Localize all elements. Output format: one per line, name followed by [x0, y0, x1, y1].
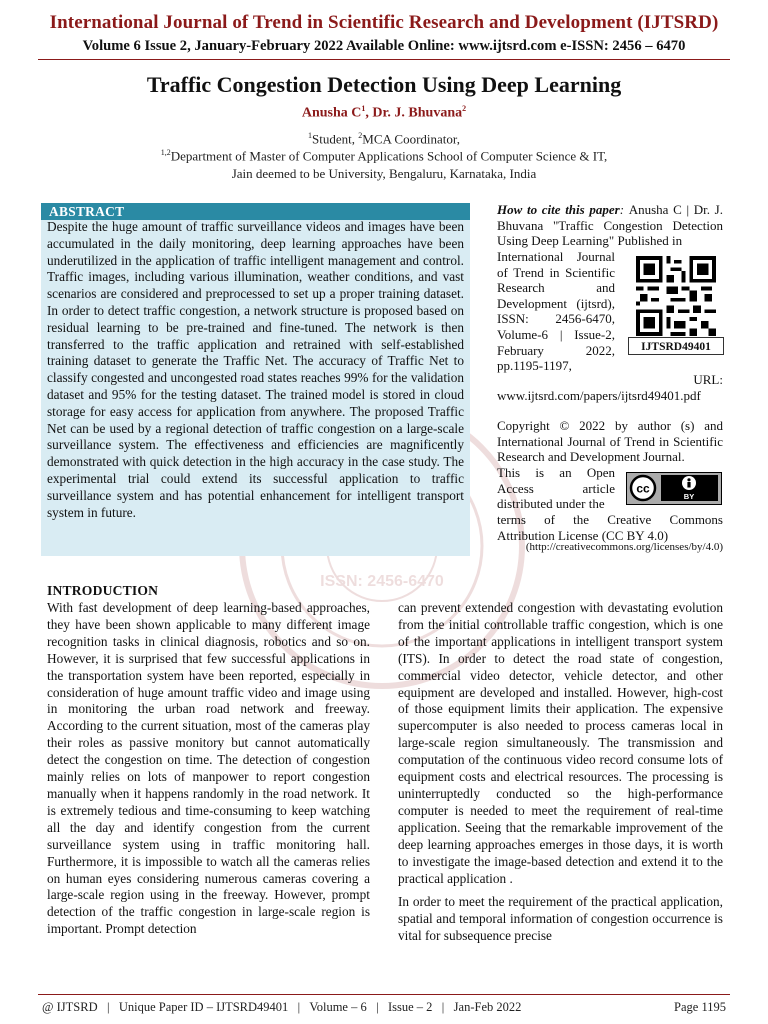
footer-text: @ IJTSRD | Unique Paper ID – IJTSRD49401 | Volume – 6 | Issue – 2 | Jan-Feb 2022 — [42, 1000, 522, 1014]
intro-left-paragraph: With fast development of deep learning-based approaches, they have been shown applicable to many different image recognition tasks in clinical diagnosis, robotics and so on. However, it is surprised that few successful applications in the transportation system have been reported, especially in consideration of huge amount traffic video and image using in monitoring the urban road network and freeway. According to the current situation, most of the cameras play their roles as passive monitory but cannot automatically detect the congestion on time. The detection of congestion mainly relies on lots of manpower to report congestion manually when it happens randomly in the road network. It is extremely tedious and time-consuming to keep watching all the day and identify congestion from the current surveillance system using in traffic monitoring hall. Furthermore, it is impossible to watch all the cameras relies on human eyes considering numerous cameras covering a large-scale region using in the freeway. However, prompt detection of the traffic congestion in large-scale region is important. Prompt detection — [47, 600, 370, 937]
affiliation-line-2 — [0, 148, 768, 164]
author-1-sup: 1 — [361, 104, 366, 113]
abstract-text: Despite the huge amount of traffic surveillance videos and images have been accumulated in the daily monitoring, deep learning approaches have been underutilized in the application of traffic intelligent management and control. Traffic images, including various illumination, weather conditions, and vast scenarios are considered and preprocessed to set up a proper training dataset. In order to detect traffic congestion, a network structure is proposed based on residual learning to be pre-trained and fine-tuned. The network is then transferred to the traffic application and retrained with self-established training dataset to generate the Traffic Net. The accuracy of Traffic Net to classify congested and uncongested road states reaches 99% for the validation dataset and 95% for the testing dataset. The trained model is stored in cloud storage for easy access for application from anywhere. The proposed Traffic Net can be used by a regional detection of traffic congestion on a large-scale surveillance system. The effectiveness and efficiencies are magnificently demonstrated with quick detection in the high accuracy in the case study. The experimental trial could extend its successful application to traffic surveillance system and has potential enhancement for intelligent transport system in future. — [47, 219, 464, 520]
cc-by-badge[interactable] — [626, 472, 722, 505]
page-number: Page 1195 — [674, 1000, 726, 1014]
intro-right-paragraph-2: In order to meet the requirement of the practical application, spatial and temporal information of congestion occurrence is vital for subsequence precise — [398, 894, 723, 944]
copyright-lead: Copyright © 2022 by author (s) and International Journal of Trend in Scientific Research and Development Journal. — [497, 418, 723, 465]
author-2: Dr. J. Bhuvana — [372, 105, 463, 121]
citation-url-label: URL: — [693, 372, 723, 387]
intro-right-paragraph-1: can prevent extended congestion with devastating evolution from the initial controllable traffic congestion, which is one of the important applications in intelligent transport system (ITS). In order to detect the road state of congestion, commercial video detector, vehicle detector, and other equipment are developed and installed. However, high-cost of those equipment limits their application. The expensive supercomputer is also needed to process cameras local in large-scale region simultaneously. The transmission and computation of the continuous video record consume lots of equipment costs and electrical resources. The processing is uninterruptedly conducted so the high-performance computer is needed to meet the requirement of real-time application. Seeing that the remarkable improvement of the deep learning approaches emerges in those days, it is worth to investigate the image-based detection and extend it to the practical application . — [398, 600, 723, 886]
abstract-heading: ABSTRACT — [41, 203, 470, 220]
introduction-left-column — [47, 600, 370, 938]
license-url[interactable]: (http://creativecommons.org/licenses/by/4.0) — [525, 541, 723, 553]
citation-url[interactable]: www.ijtsrd.com/papers/ijtsrd49401.pdf — [497, 387, 701, 403]
aff-sup-3: 1,2 — [160, 148, 171, 157]
footer — [42, 1000, 726, 1015]
copyright-license: terms of the Creative Commons Attribution License (CC BY 4.0) — [497, 512, 723, 543]
citation-colon: : — [619, 202, 629, 217]
paper-title: Traffic Congestion Detection Using Deep Learning — [146, 72, 622, 97]
citation-url-row — [497, 372, 723, 403]
by-text: BY — [683, 492, 695, 501]
author-1: Anusha C — [301, 105, 362, 121]
authors — [0, 104, 768, 122]
journal-title: International Journal of Trend in Scientific Research and Development (IJTSRD) — [49, 12, 719, 33]
citation-journal: International Journal of Trend in Scientific Research and Development (ijtsrd), ISSN: 2456-6470, Volume-6 | Issue-2, February 2022, pp.1195-1197, — [497, 249, 615, 374]
citation-lead — [497, 202, 723, 249]
author-2-sup: 2 — [462, 104, 467, 113]
author-sep: , — [365, 105, 373, 121]
aff-role-1: Student, — [312, 131, 359, 147]
aff-sup-1: 1 — [308, 131, 313, 140]
volume-line: Volume 6 Issue 2, January-February 2022 Available Online: www.ijtsrd.com e-ISSN: 2456 – 6470 — [82, 38, 686, 54]
header-rule — [38, 59, 730, 60]
affiliation-line-1 — [0, 131, 768, 147]
aff-dept: Department of Master of Computer Applications School of Computer Science & IT, — [170, 148, 608, 164]
citation-label: How to cite this paper — [497, 202, 620, 217]
aff-sup-2: 2 — [358, 131, 363, 140]
qr-code-image — [634, 256, 718, 336]
introduction-right-column — [398, 600, 723, 945]
cc-text: cc — [636, 481, 650, 496]
paper-id-label: IJTSRD49401 — [628, 337, 724, 355]
introduction-heading: INTRODUCTION — [47, 583, 159, 598]
footer-rule — [38, 994, 730, 995]
watermark-issn: ISSN: 2456-6470 — [320, 573, 444, 590]
aff-role-2: MCA Coordinator, — [362, 131, 460, 147]
copyright-open-access: This is an Open Access article distributed under the — [497, 465, 615, 512]
affiliation-line-3: Jain deemed to be University, Bengaluru, Karnataka, India — [231, 166, 537, 181]
citation-lead-text: Anusha C | Dr. J. Bhuvana "Traffic Congestion Detection Using Deep Learning" Published in — [497, 202, 723, 249]
